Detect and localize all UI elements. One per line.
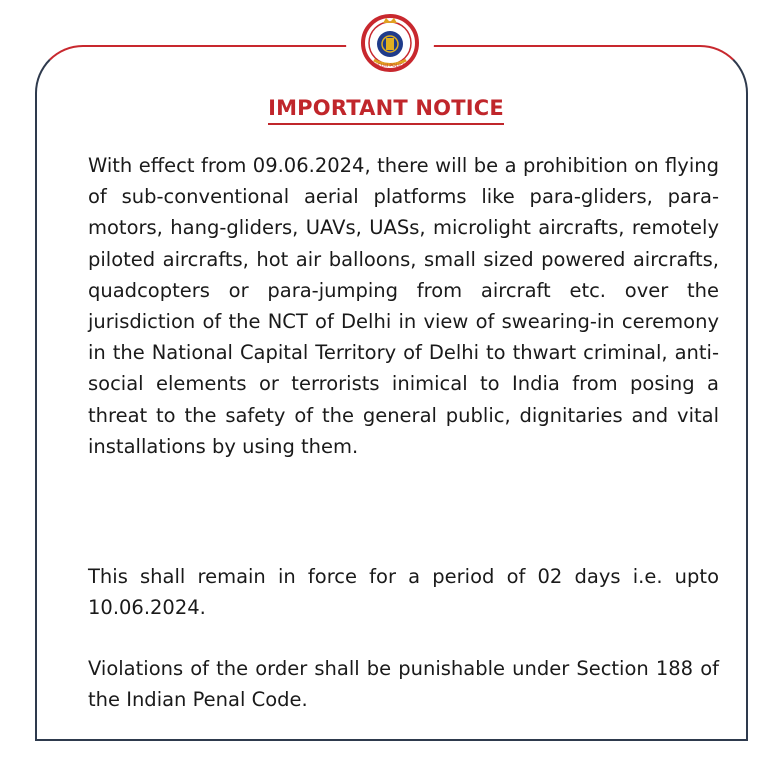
police-emblem-icon bbox=[352, 5, 428, 81]
notice-paragraph: Violations of the order shall be punishable under Section 188 of the Indian Penal Code. bbox=[88, 657, 719, 712]
notice-paragraph: With effect from 09.06.2024, there will be a prohibition on flying of sub-conventional aerial platforms like para-gliders, para-motors, hang-gliders, UAVs, UASs, microlight aircrafts, remotely piloted aircrafts, hot air balloons, small sized powered aircrafts, quadcopters or para-jumping from aircraft etc. over the jurisdiction of the NCT of Delhi in view of swearing-in ceremony in the National Capital Territory of Delhi to thwart criminal, anti-social elements or terrorists inimical to India from posing a threat to the safety of the general public, dignitaries and vital installations by using them. bbox=[88, 154, 719, 458]
svg-text:DELHI POLICE: DELHI POLICE bbox=[374, 64, 406, 69]
notice-paragraph: This shall remain in force for a period of 02 days i.e. upto 10.06.2024. bbox=[88, 565, 719, 620]
delhi-police-logo bbox=[352, 5, 428, 81]
notice-title: IMPORTANT NOTICE bbox=[0, 96, 772, 125]
